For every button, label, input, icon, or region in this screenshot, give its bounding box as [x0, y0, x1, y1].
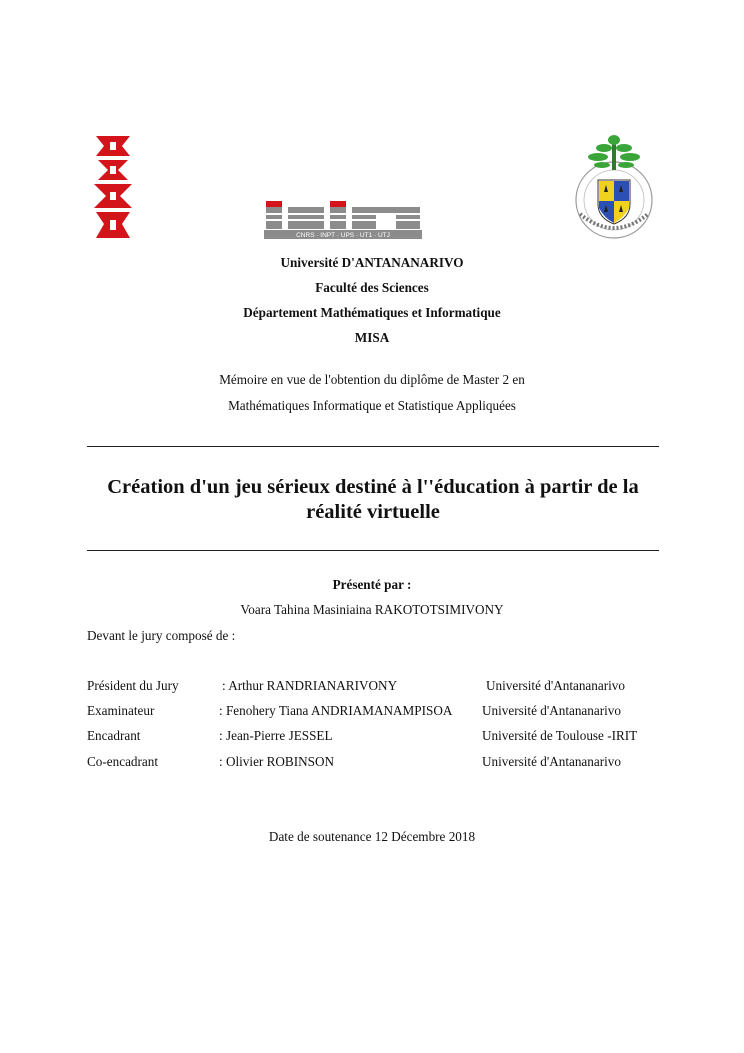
jury-row	[0, 703, 744, 723]
presented-by-label: Présenté par :	[332, 577, 412, 592]
jury-member-name: : Fenohery Tiana ANDRIAMANAMPISOA	[219, 703, 453, 718]
defense-date: Date de soutenance 12 Décembre 2018	[268, 829, 476, 844]
title-rule-top	[87, 446, 659, 447]
jury-role: Co-encadrant	[87, 754, 159, 769]
thesis-title: Création d'un jeu sérieux destiné à l''éducation à partir de la réalité virtuelle	[107, 476, 639, 523]
irit-logo	[264, 201, 422, 239]
jury-row	[0, 678, 744, 698]
title-rule-bottom	[87, 550, 659, 551]
jury-affiliation: Université de Toulouse -IRIT	[482, 728, 638, 743]
university-emblem-logo	[92, 134, 134, 240]
department-name: Département Mathématiques et Informatique	[243, 305, 501, 320]
jury-affiliation: Université d'Antananarivo	[486, 678, 625, 693]
memoire-line-1: Mémoire en vue de l'obtention du diplôme de Master 2 en	[219, 372, 525, 387]
jury-row	[0, 754, 744, 774]
jury-affiliation: Université d'Antananarivo	[482, 703, 621, 718]
jury-member-name: : Olivier ROBINSON	[219, 754, 335, 769]
jury-member-name: : Jean-Pierre JESSEL	[219, 728, 333, 743]
faculty-seal-logo	[570, 130, 658, 242]
faculty-name: Faculté des Sciences	[315, 280, 429, 295]
author-name: Voara Tahina Masiniaina RAKOTOTSIMIVONY	[240, 602, 504, 617]
jury-role: Encadrant	[87, 728, 141, 743]
jury-row	[0, 728, 744, 748]
jury-member-name: : Arthur RANDRIANARIVONY	[222, 678, 398, 693]
university-name: Université D'ANTANANARIVO	[280, 255, 464, 270]
memoire-line-2: Mathématiques Informatique et Statistique Appliquées	[228, 398, 516, 413]
jury-affiliation: Université d'Antananarivo	[482, 754, 621, 769]
jury-intro: Devant le jury composé de :	[87, 628, 236, 643]
irit-subtitle: CNRS · INPT · UPS · UT1 · UTJ	[296, 232, 390, 239]
jury-role: Examinateur	[87, 703, 155, 718]
program-name: MISA	[354, 330, 390, 345]
jury-role: Président du Jury	[87, 678, 179, 693]
